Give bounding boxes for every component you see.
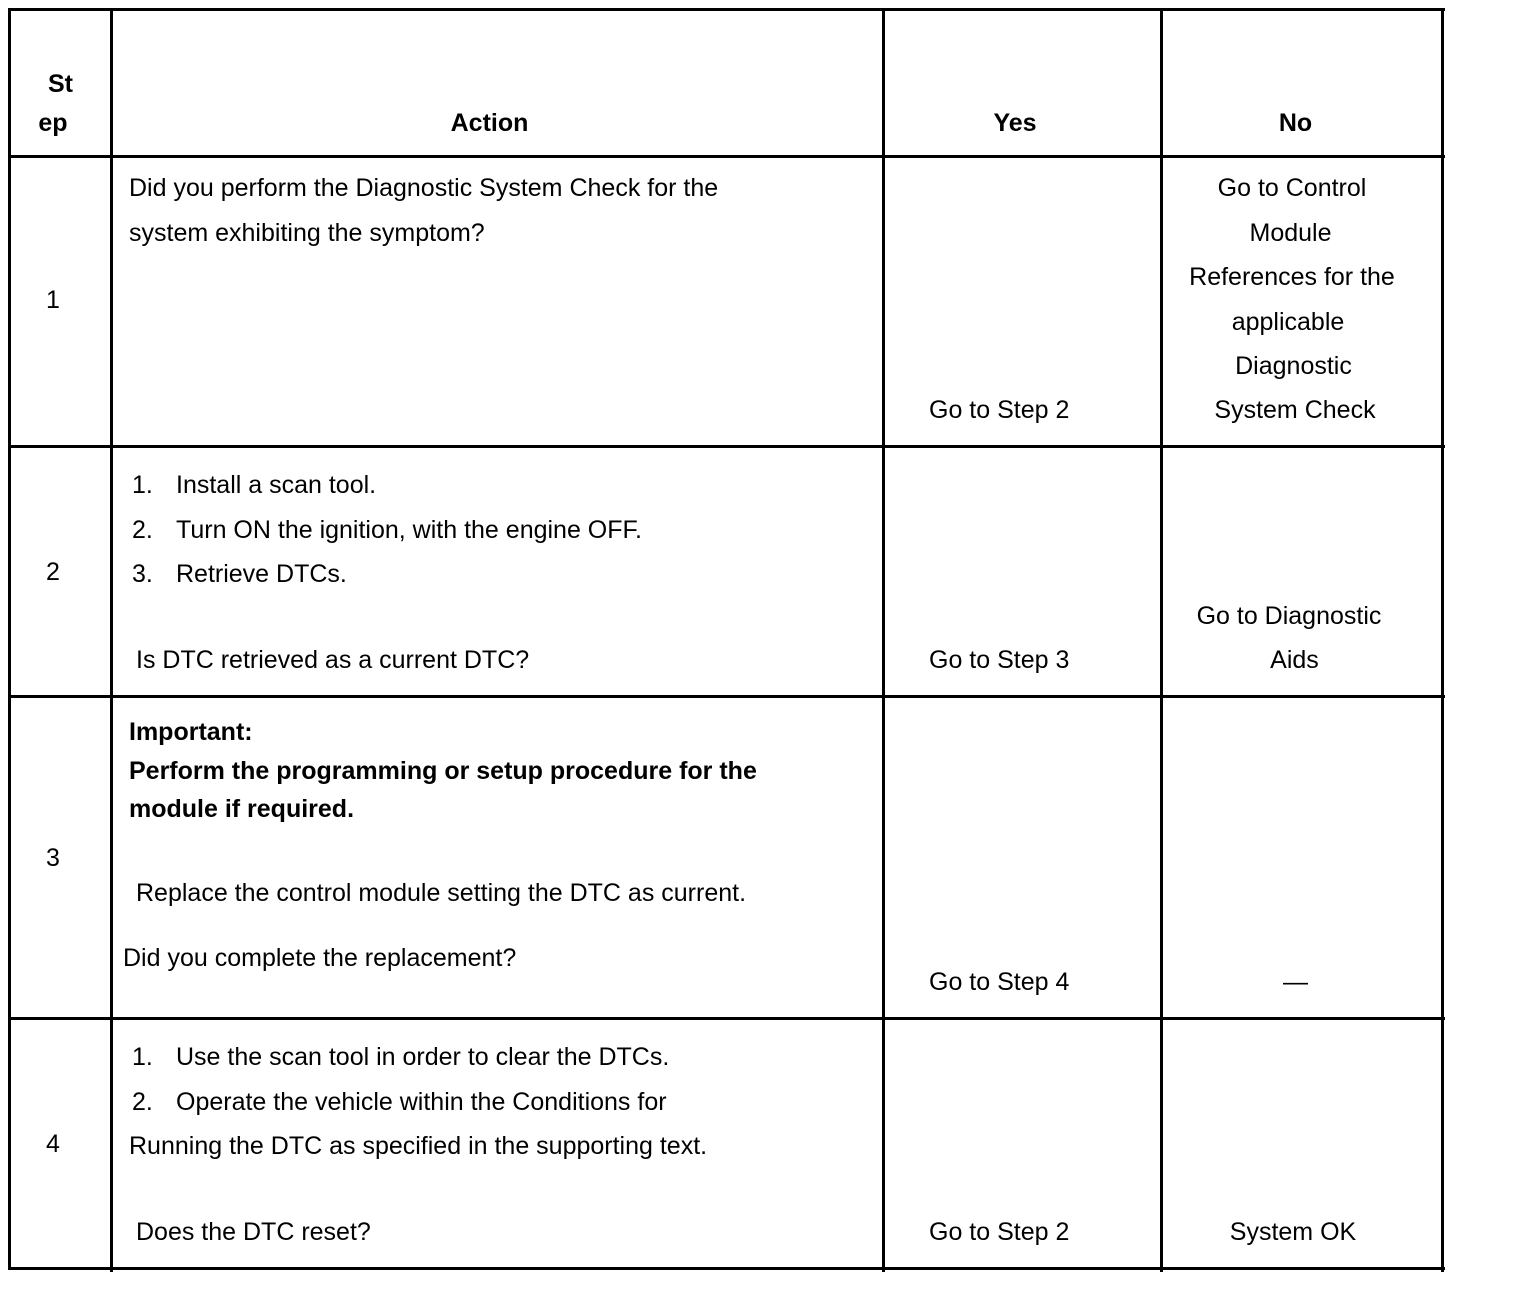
row-1-action-line2: system exhibiting the symptom? [129,219,485,247]
row-2-yes: Go to Step 3 [929,646,1070,674]
row-2-step: 2 [46,558,60,586]
header-step-line2: ep [38,109,68,137]
row-4-item-2-text: Operate the vehicle within the Conditions for [176,1088,667,1116]
row-2-item-3-text: Retrieve DTCs. [176,560,347,588]
table-top-border [8,8,1445,11]
row-4-continuation: Running the DTC as specified in the supporting text. [129,1132,708,1160]
row-3-bottom-border [8,1017,1445,1020]
header-no: No [1278,109,1313,137]
row-3-yes: Go to Step 4 [929,968,1070,996]
row-4-item-1-number: 1. [132,1043,153,1071]
action-yes-divider [882,8,885,1272]
row-3-step: 3 [46,844,60,872]
row-2-item-1-text: Install a scan tool. [176,471,377,499]
row-4-step: 4 [46,1130,60,1158]
row-1-action-line1: Did you perform the Diagnostic System Check for the [129,174,719,202]
row-1-no-line6: System Check [1214,396,1376,424]
row-1-step: 1 [46,286,60,314]
row-3-question: Did you complete the replacement? [123,944,517,972]
row-3-instruction: Replace the control module setting the DTC as current. [136,879,747,907]
row-4-question: Does the DTC reset? [136,1218,371,1246]
row-4-item-1-text: Use the scan tool in order to clear the DTCs. [176,1043,670,1071]
row-3-important-label: Important: [129,718,253,746]
table-left-border [8,8,11,1270]
row-4-item-2-number: 2. [132,1088,153,1116]
row-1-no-line1: Go to Control [1217,174,1367,202]
row-2-item-2-text: Turn ON the ignition, with the engine OFF. [176,516,642,544]
row-2-item-3-number: 3. [132,560,153,588]
row-3-no: — [1283,968,1308,996]
row-2-no-line2: Aids [1270,646,1319,674]
step-action-divider [110,8,113,1272]
row-1-no-line3: References for the [1189,263,1395,291]
row-3-important-line2: module if required. [129,795,355,823]
row-2-bottom-border [8,695,1445,698]
row-2-question: Is DTC retrieved as a current DTC? [136,646,530,674]
header-step-line1: St [48,70,73,98]
row-2-no-line1: Go to Diagnostic [1196,602,1382,630]
header-yes: Yes [993,109,1037,137]
table-right-border [1441,8,1444,1272]
row-4-yes: Go to Step 2 [929,1218,1070,1246]
row-1-bottom-border [8,445,1445,448]
row-1-no-line4: applicable [1231,308,1345,336]
row-3-important-line1: Perform the programming or setup procedure for the [129,757,757,785]
row-1-yes: Go to Step 2 [929,396,1070,424]
header-action: Action [450,109,529,137]
row-1-no-line2: Module [1249,219,1332,247]
row-2-item-1-number: 1. [132,471,153,499]
row-4-no: System OK [1229,1218,1357,1246]
row-2-item-2-number: 2. [132,516,153,544]
header-bottom-border [8,155,1445,158]
row-1-no-line5: Diagnostic [1235,352,1352,380]
table-bottom-border [8,1267,1445,1270]
